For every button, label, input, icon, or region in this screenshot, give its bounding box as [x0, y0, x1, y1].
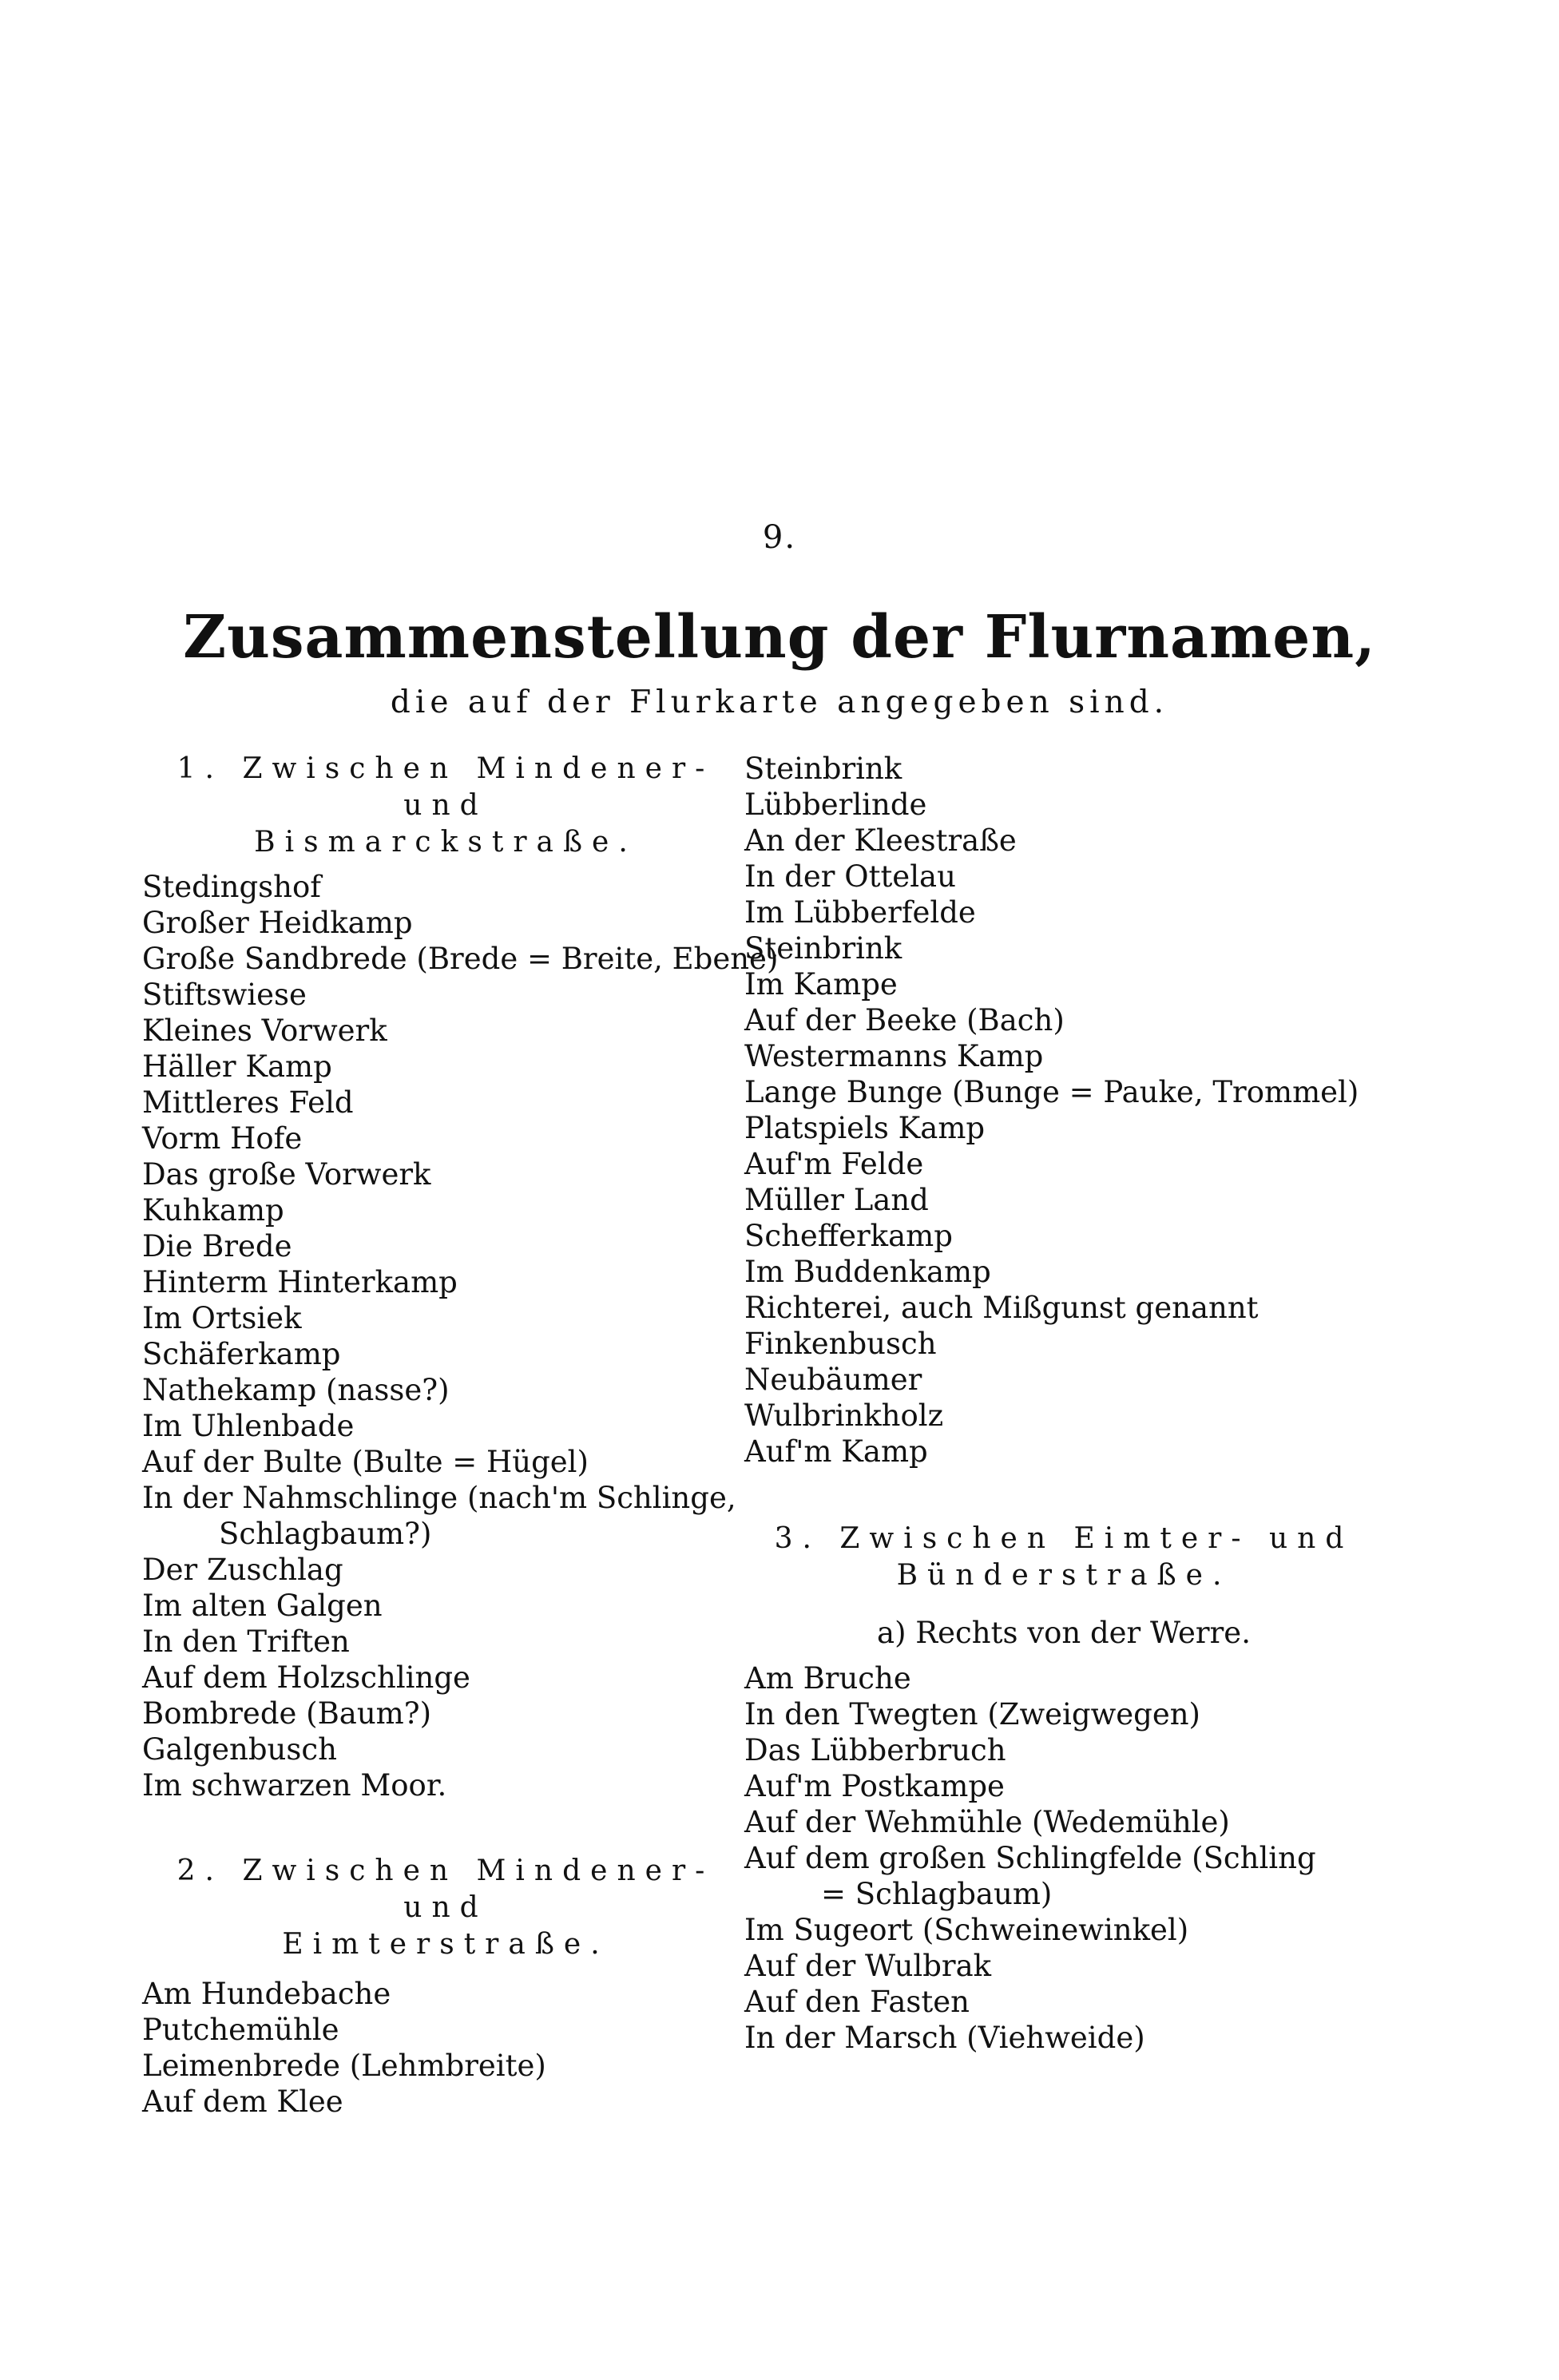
list-item: Leimenbrede (Lehmbreite) [142, 2049, 546, 2083]
list-item: Steinbrink [744, 931, 902, 966]
list-item: Im Uhlenbade [142, 1409, 355, 1443]
section-3-subheading: a) Rechts von der Werre. [877, 1616, 1251, 1650]
list-item: Finkenbusch [744, 1327, 937, 1361]
list-item: Im Sugeort (Schweinewinkel) [744, 1913, 1189, 1947]
list-item: Das große Vorwerk [142, 1157, 431, 1192]
list-item: Kleines Vorwerk [142, 1013, 387, 1048]
list-item: Im Lübberfelde [744, 895, 976, 930]
list-item: Auf den Fasten [744, 1985, 970, 2019]
list-item: Richterei, auch Mißgunst genannt [744, 1291, 1259, 1325]
section-1-heading-line2: Bismarckstraße. [254, 826, 637, 859]
list-item: Auf der Beeke (Bach) [744, 1003, 1065, 1037]
list-item: Auf dem Holzschlinge [142, 1660, 470, 1695]
right-column [744, 751, 1383, 2056]
section-1-heading-line1: 1. Zwischen Mindener- und [177, 752, 715, 822]
list-item: Großer Heidkamp [142, 906, 413, 940]
section-3-heading-line2: Bünderstraße. [896, 1559, 1232, 1592]
list-item: Wulbrinkholz [744, 1398, 944, 1433]
section-1-continued-list [744, 751, 1383, 1470]
list-item-line1: In der Nahmschlinge (nach'm Schlinge, [142, 1481, 736, 1515]
list-item: Bombrede (Baum?) [142, 1696, 432, 1731]
list-item: Im Ortsiek [142, 1301, 302, 1335]
list-item: Stedingshof [142, 870, 321, 904]
list-item: Am Hundebache [142, 1977, 391, 2011]
list-item: Am Bruche [744, 1661, 911, 1696]
list-item: Große Sandbrede (Brede = Breite, Ebene) [142, 942, 779, 976]
list-item: Putchemühle [142, 2013, 339, 2047]
list-item: In der Ottelau [744, 859, 956, 894]
list-item: Im schwarzen Moor. [142, 1768, 447, 1803]
list-item-wrapped [142, 1480, 749, 1552]
list-item: Mittleres Feld [142, 1085, 354, 1120]
list-item: Stiftswiese [142, 978, 307, 1012]
list-item: Hinterm Hinterkamp [142, 1265, 458, 1299]
section-3-heading-line1: 3. Zwischen Eimter- und [774, 1522, 1354, 1555]
section-2-heading-line1: 2. Zwischen Mindener- und [177, 1854, 715, 1924]
page-title: Zusammenstellung der Flurnamen, [183, 603, 1376, 672]
list-item: In den Twegten (Zweigwegen) [744, 1697, 1200, 1731]
list-item: Auf'm Kamp [744, 1434, 928, 1469]
list-item-line2: Schlagbaum?) [219, 1517, 432, 1551]
list-item: Häller Kamp [142, 1049, 332, 1084]
list-item: An der Kleestraße [744, 823, 1017, 858]
page-number: 9. [762, 519, 797, 556]
section-2-heading [142, 1853, 749, 1963]
list-item: Vorm Hofe [142, 1121, 303, 1156]
list-item: Lübberlinde [744, 787, 927, 822]
list-item: Auf der Wehmühle (Wedemühle) [744, 1805, 1230, 1839]
list-item: In den Triften [142, 1624, 350, 1659]
list-item: Im Buddenkamp [744, 1255, 991, 1289]
list-item: Auf'm Felde [744, 1147, 924, 1181]
section-1-heading [142, 751, 749, 861]
list-item: Schefferkamp [744, 1219, 953, 1253]
list-item: Galgenbusch [142, 1732, 337, 1767]
list-item: Müller Land [744, 1183, 929, 1217]
list-item: Westermanns Kamp [744, 1039, 1044, 1073]
list-item: In der Marsch (Viehweide) [744, 2021, 1145, 2055]
page-subtitle: die auf der Flurkarte angegeben sind. [390, 684, 1169, 720]
list-item: Steinbrink [744, 752, 902, 786]
list-item-line2: = Schlagbaum) [821, 1877, 1053, 1911]
list-item: Auf'm Postkampe [744, 1769, 1005, 1803]
list-item: Lange Bunge (Bunge = Pauke, Trommel) [744, 1075, 1359, 1109]
list-item: Im alten Galgen [142, 1589, 383, 1623]
section-2-heading-line2: Eimterstraße. [282, 1928, 609, 1961]
list-item-wrapped [744, 1840, 1383, 1912]
list-item: Nathekamp (nasse?) [142, 1373, 450, 1407]
list-item: Die Brede [142, 1229, 292, 1263]
list-item: Im Kampe [744, 967, 898, 1002]
list-item: Das Lübberbruch [744, 1733, 1006, 1767]
list-item: Kuhkamp [142, 1193, 284, 1228]
list-item: Neubäumer [744, 1363, 922, 1397]
list-item: Der Zuschlag [142, 1553, 343, 1587]
section-3-heading [744, 1521, 1383, 1594]
list-item: Auf der Wulbrak [744, 1949, 992, 1983]
section-1-list [142, 869, 779, 1803]
list-item-line1: Auf dem großen Schlingfelde (Schling [744, 1841, 1316, 1875]
section-2-list [142, 1976, 749, 2120]
section-3-list [744, 1660, 1383, 2056]
list-item: Auf der Bulte (Bulte = Hügel) [142, 1445, 589, 1479]
list-item: Platspiels Kamp [744, 1111, 986, 1145]
left-column [142, 751, 779, 2120]
list-item: Auf dem Klee [142, 2084, 343, 2119]
list-item: Schäferkamp [142, 1337, 341, 1371]
